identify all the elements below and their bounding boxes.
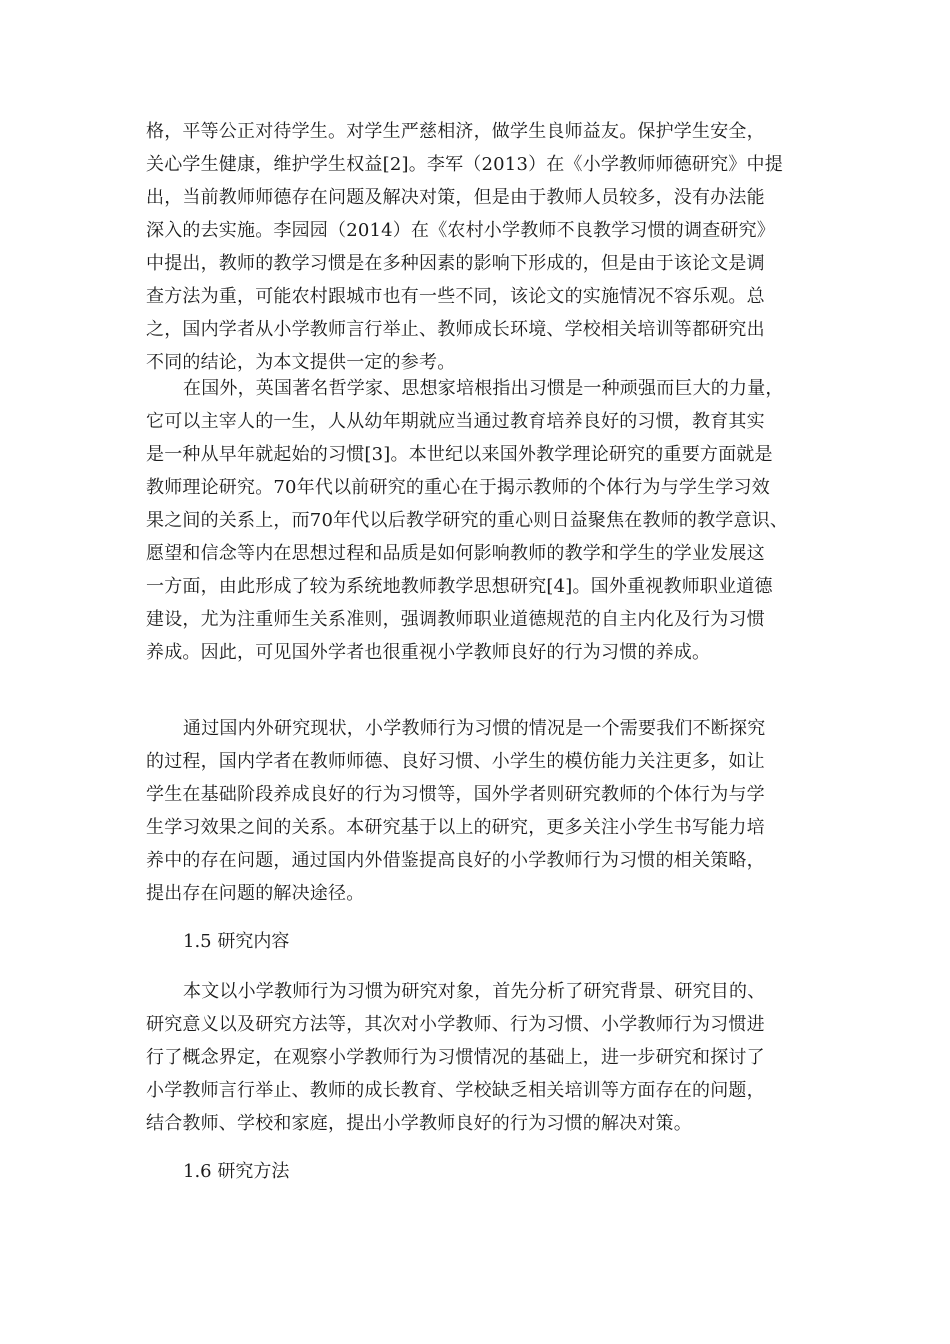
paragraph-research-summary [146,712,816,910]
text-line: 在国外，英国著名哲学家、思想家培根指出习惯是一种顽强而巨大的力量， [183,378,784,399]
text-line: 小学教师言行举止、教师的成长教育、学校缺乏相关培训等方面存在的问题， [146,1080,765,1101]
text-line: 教师理论研究。70年代以前研究的重心在于揭示教师的个体行为与学生学习效 [146,477,770,498]
text-line: 一方面，由此形成了较为系统地教师教学思想研究[4]。国外重视教师职业道德 [146,576,773,597]
text-line: 学生在基础阶段养成良好的行为习惯等，国外学者则研究教师的个体行为与学 [146,784,765,805]
text-line: 建设，尤为注重师生关系准则，强调教师职业道德规范的自主内化及行为习惯 [146,609,765,630]
text-line: 行了概念界定，在观察小学教师行为习惯情况的基础上，进一步研究和探讨了 [146,1047,765,1068]
text-line: 养成。因此，可见国外学者也很重视小学教师良好的行为习惯的养成。 [146,642,711,663]
text-line: 是一种从早年就起始的习惯[3]。本世纪以来国外教学理论研究的重要方面就是 [146,444,773,465]
section-title: 1.6 研究方法 [183,1161,290,1182]
text-line: 提出存在问题的解决途径。 [146,883,365,904]
text-line: 通过国内外研究现状，小学教师行为习惯的情况是一个需要我们不断探究 [183,718,766,739]
text-line: 中提出，教师的教学习惯是在多种因素的影响下形成的，但是由于该论文是调 [146,253,765,274]
text-line: 深入的去实施。李园园（2014）在《农村小学教师不良教学习惯的调查研究》 [146,220,776,241]
text-line: 关心学生健康，维护学生权益[2]。李军（2013）在《小学教师师德研究》中提 [146,154,783,175]
text-line: 的过程，国内学者在教师师德、良好习惯、小学生的模仿能力关注更多，如让 [146,751,765,772]
paragraph-foreign-research [146,372,816,669]
section-heading-research-method [146,1155,816,1188]
text-line: 出，当前教师师德存在问题及解决对策，但是由于教师人员较多，没有办法能 [146,187,765,208]
paragraph-domestic-research [146,115,816,379]
text-line: 结合教师、学校和家庭，提出小学教师良好的行为习惯的解决对策。 [146,1113,692,1134]
text-line: 它可以主宰人的一生，人从幼年期就应当通过教育培养良好的习惯，教育其实 [146,411,765,432]
text-line: 果之间的关系上，而70年代以后教学研究的重心则日益聚焦在教师的教学意识、 [146,510,789,531]
text-line: 养中的存在问题，通过国内外借鉴提高良好的小学教师行为习惯的相关策略， [146,850,765,871]
text-line: 愿望和信念等内在思想过程和品质是如何影响教师的教学和学生的学业发展这 [146,543,765,564]
text-line: 研究意义以及研究方法等，其次对小学教师、行为习惯、小学教师行为习惯进 [146,1014,765,1035]
text-line: 本文以小学教师行为习惯为研究对象，首先分析了研究背景、研究目的、 [183,981,766,1002]
text-line: 格，平等公正对待学生。对学生严慈相济，做学生良师益友。保护学生安全， [146,121,765,142]
section-heading-research-content [146,925,816,958]
section-title: 1.5 研究内容 [183,931,290,952]
text-line: 之，国内学者从小学教师言行举止、教师成长环境、学校相关培训等都研究出 [146,319,765,340]
paragraph-research-content [146,975,816,1140]
text-line: 查方法为重，可能农村跟城市也有一些不同，该论文的实施情况不容乐观。总 [146,286,765,307]
text-line: 不同的结论，为本文提供一定的参考。 [146,352,456,373]
text-line: 生学习效果之间的关系。本研究基于以上的研究，更多关注小学生书写能力培 [146,817,765,838]
